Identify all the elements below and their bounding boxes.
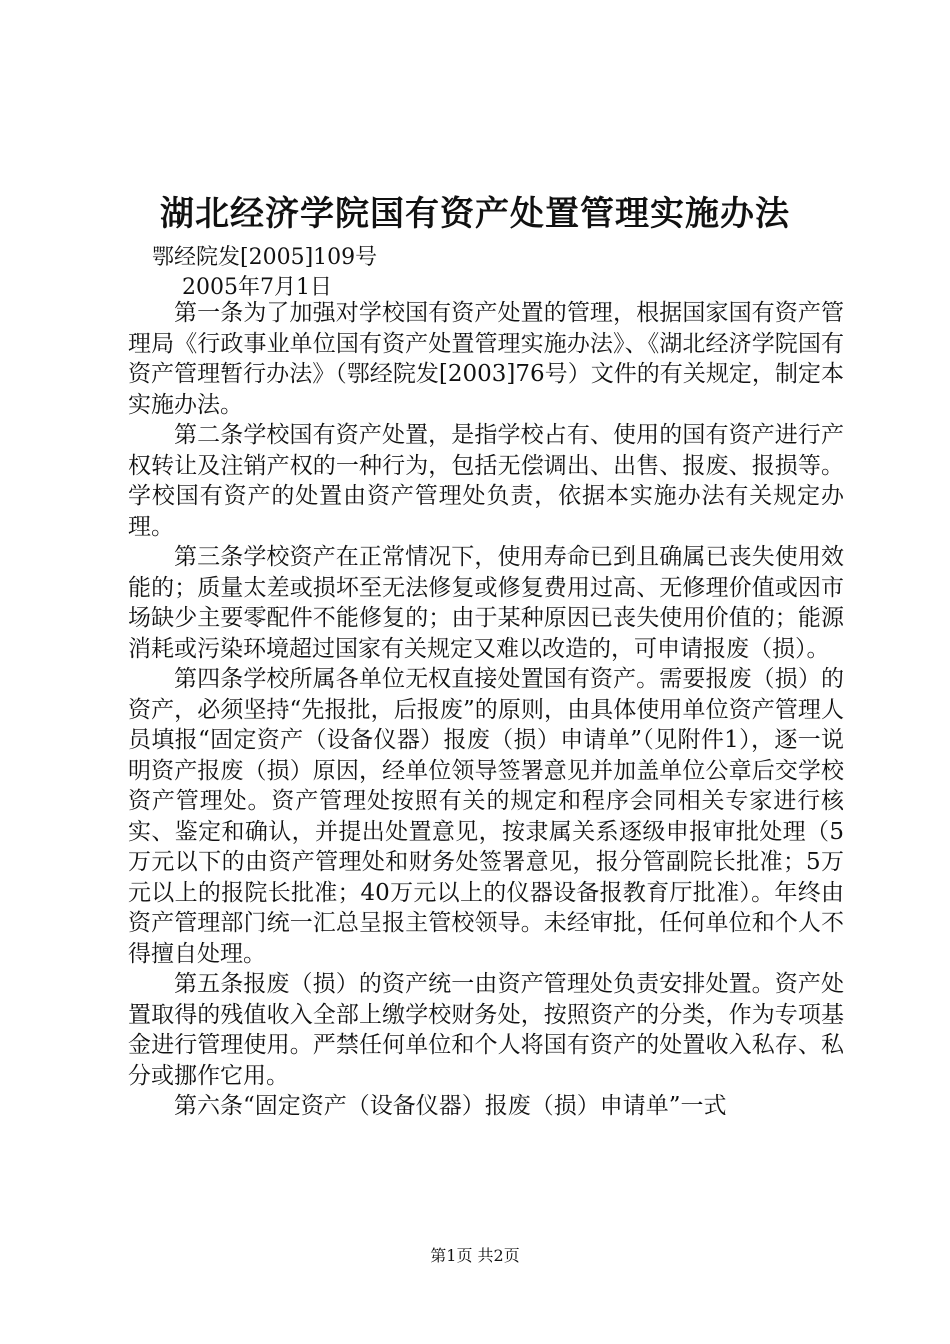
document-date: 2005年7月1日 [182,275,332,300]
article-1-paragraph: 第一条为了加强对学校国有资产处置的管理，根据国家国有资产管理局《行政事业单位国有资产处置管理实施办法》、《湖北经济学院国有资产管理暂行办法》（鄂经院发[2003]76号）文件的有关规定，制定本实施办法。 [128,300,844,418]
article-2-paragraph: 第二条学校国有资产处置，是指学校占有、使用的国有资产进行产权转让及注销产权的一种行为，包括无偿调出、出售、报废、报损等。学校国有资产的处置由资产管理处负责，依据本实施办法有关规定办理。 [128,422,844,540]
document-title: 湖北经济学院国有资产处置管理实施办法 [160,194,790,234]
article-4-paragraph: 第四条学校所属各单位无权直接处置国有资产。需要报废（损）的资产，必须坚持“先报批，后报废”的原则，由具体使用单位资产管理人员填报“固定资产（设备仪器）报废（损）申请单”（见附件1），逐一说明资产报废（损）原因，经单位领导签署意见并加盖单位公章后交学校资产管理处。资产管理处按照有关的规定和程序会同相关专家进行核实、鉴定和确认，并提出处置意见，按隶属关系逐级申报审批处理（5万元以下的由资产管理处和财务处签署意见，报分管副院长批准；5万元以上的报院长批准；40万元以上的仪器设备报教育厅批准）。年终由资产管理部门统一汇总呈报主管校领导。未经审批，任何单位和个人不得擅自处理。 [128,666,844,967]
document-number: 鄂经院发[2005]109号 [152,245,378,270]
page-number-footer: 第1页 共2页 [430,1246,520,1265]
article-3-paragraph: 第三条学校资产在正常情况下，使用寿命已到且确属已丧失使用效能的；质量太差或损坏至无法修复或修复费用过高、无修理价值或因市场缺少主要零配件不能修复的；由于某种原因已丧失使用价值的；能源消耗或污染环境超过国家有关规定又难以改造的，可申请报废（损）。 [128,544,844,662]
document-body [128,298,844,1122]
article-5-paragraph: 第五条报废（损）的资产统一由资产管理处负责安排处置。资产处置取得的残值收入全部上缴学校财务处，按照资产的分类，作为专项基金进行管理使用。严禁任何单位和个人将国有资产的处置收入私存、私分或挪作它用。 [128,971,844,1089]
article-6-paragraph: 第六条“固定资产（设备仪器）报废（损）申请单”一式 [174,1093,727,1119]
